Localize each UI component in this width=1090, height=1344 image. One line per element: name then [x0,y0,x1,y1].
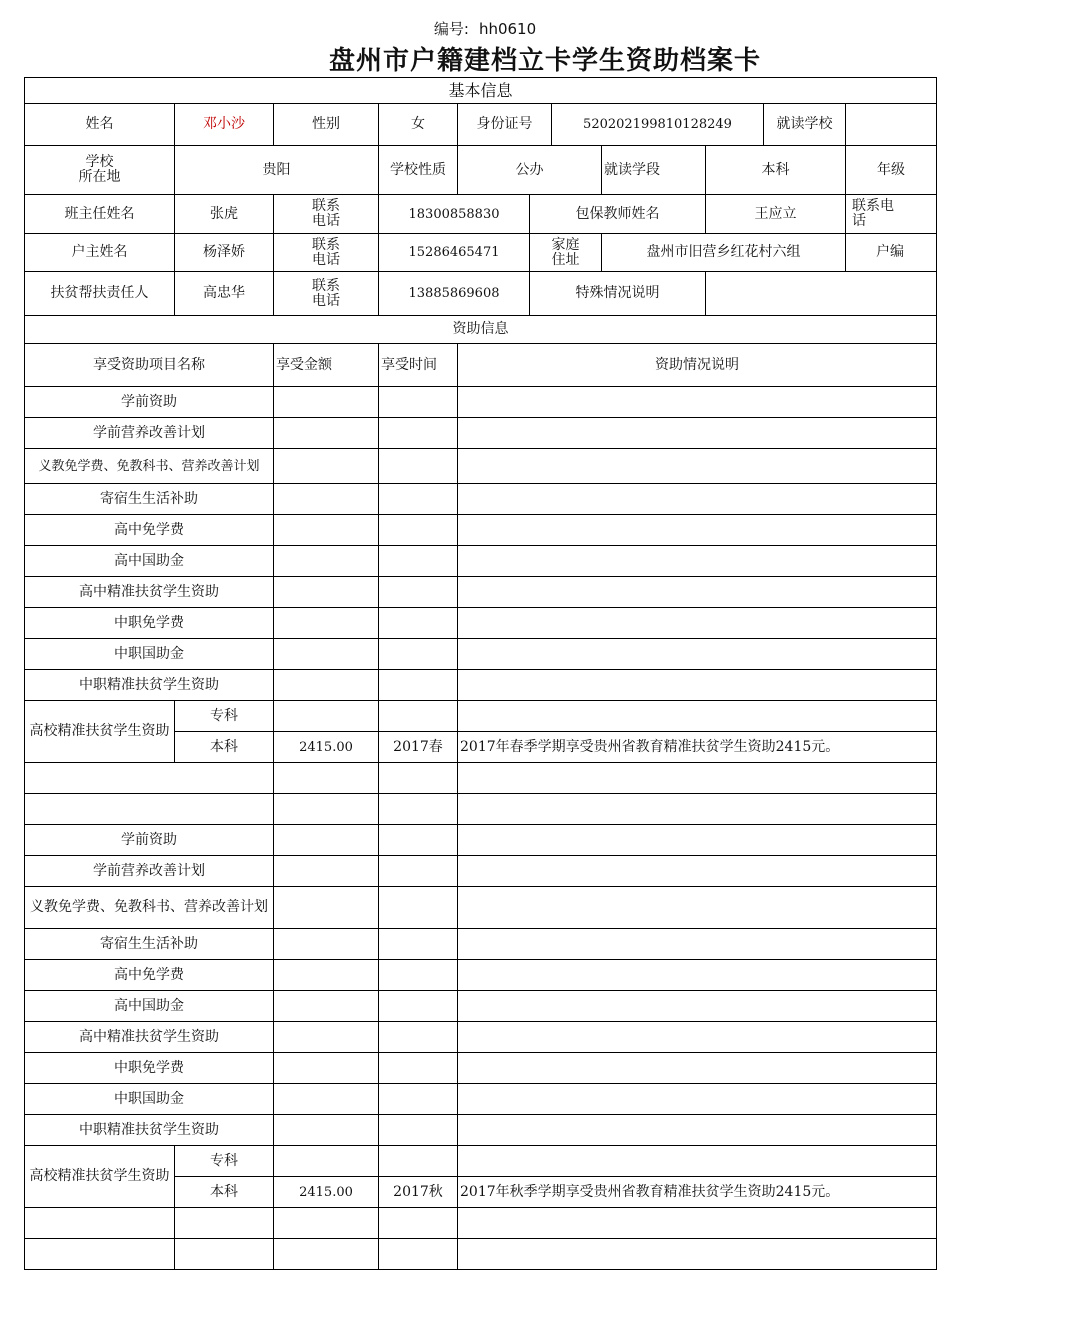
school-value [846,104,937,146]
id-value: 520202199810128249 [552,104,764,146]
school-type-value: 公办 [458,146,602,195]
school-type-label: 学校性质 [379,146,458,195]
undergrad-amount: 2415.00 [274,1177,379,1208]
address-label: 家庭 住址 [530,234,602,272]
household-no-label: 户编 [846,234,937,272]
aid-item: 高中精准扶贫学生资助 [25,577,274,608]
col-desc-header: 资助情况说明 [458,344,937,387]
gender-value: 女 [379,104,458,146]
undergrad-time: 2017秋 [379,1177,458,1208]
archive-code [0,18,950,39]
guarantor-label: 包保教师姓名 [530,195,706,234]
stage-value: 本科 [706,146,846,195]
helper-value: 高忠华 [175,272,274,316]
archive-table [24,77,937,1270]
page-title: 盘州市户籍建档立卡学生资助档案卡 [328,46,761,76]
aid-item: 中职国助金 [25,1084,274,1115]
stage-label: 就读学段 [602,146,706,195]
teacher-phone-value: 18300858830 [379,195,530,234]
aid-item: 学前资助 [25,387,274,418]
col-amount-header: 享受金额 [274,344,379,387]
helper-phone-label: 联系 电话 [274,272,379,316]
name-label: 姓名 [25,104,175,146]
undergrad-time: 2017春 [379,732,458,763]
aid-item: 学前资助 [25,825,274,856]
guarantor-value: 王应立 [706,195,846,234]
col-project-header: 享受资助项目名称 [25,344,274,387]
school-location-value: 贵阳 [175,146,379,195]
basic-info-header: 基本信息 [25,78,937,104]
code-value: hh0610 [478,20,537,38]
school-label: 就读学校 [764,104,846,146]
undergrad-label: 本科 [175,1177,274,1208]
aid-info-header: 资助信息 [25,316,937,344]
aid-item: 中职精准扶贫学生资助 [25,670,274,701]
householder-label: 户主姓名 [25,234,175,272]
school-location-label: 学校 所在地 [25,146,175,195]
aid-item: 学前营养改善计划 [25,856,274,887]
aid-item: 中职精准扶贫学生资助 [25,1115,274,1146]
aid-item: 高中免学费 [25,515,274,546]
aid-item: 高中免学费 [25,960,274,991]
junior-college-label: 专科 [175,701,274,732]
helper-label: 扶贫帮扶责任人 [25,272,175,316]
gender-label: 性别 [274,104,379,146]
grade-label: 年级 [846,146,937,195]
undergrad-desc: 2017年春季学期享受贵州省教育精准扶贫学生资助2415元。 [458,732,937,763]
aid-item: 高中国助金 [25,546,274,577]
aid-item: 高中精准扶贫学生资助 [25,1022,274,1053]
aid-item: 寄宿生生活补助 [25,484,274,515]
aid-item: 寄宿生生活补助 [25,929,274,960]
guarantor-phone-label: 联系电 话 [846,195,937,234]
archive-table-wrap [24,77,906,1270]
code-label: 编号: [433,20,469,38]
id-label: 身份证号 [458,104,552,146]
col-time-header: 享受时间 [379,344,458,387]
householder-phone-label: 联系 电话 [274,234,379,272]
name-value: 邓小沙 [175,104,274,146]
aid-item: 义教免学费、免教科书、营养改善计划 [25,887,274,929]
undergrad-amount: 2415.00 [274,732,379,763]
aid-item: 中职免学费 [25,608,274,639]
householder-value: 杨泽娇 [175,234,274,272]
college-aid-label: 高校精准扶贫学生资助 [25,701,175,763]
aid-item: 学前营养改善计划 [25,418,274,449]
teacher-value: 张虎 [175,195,274,234]
teacher-phone-label: 联系 电话 [274,195,379,234]
undergrad-label: 本科 [175,732,274,763]
householder-phone-value: 15286465471 [379,234,530,272]
helper-phone-value: 13885869608 [379,272,530,316]
undergrad-desc: 2017年秋季学期享受贵州省教育精准扶贫学生资助2415元。 [458,1177,937,1208]
college-aid-label: 高校精准扶贫学生资助 [25,1146,175,1208]
aid-item: 高中国助金 [25,991,274,1022]
teacher-label: 班主任姓名 [25,195,175,234]
special-value [706,272,937,316]
address-value: 盘州市旧营乡红花村六组 [602,234,846,272]
aid-item: 中职免学费 [25,1053,274,1084]
aid-item: 义教免学费、免教科书、营养改善计划 [25,449,274,484]
junior-college-label: 专科 [175,1146,274,1177]
special-label: 特殊情况说明 [530,272,706,316]
aid-item: 中职国助金 [25,639,274,670]
